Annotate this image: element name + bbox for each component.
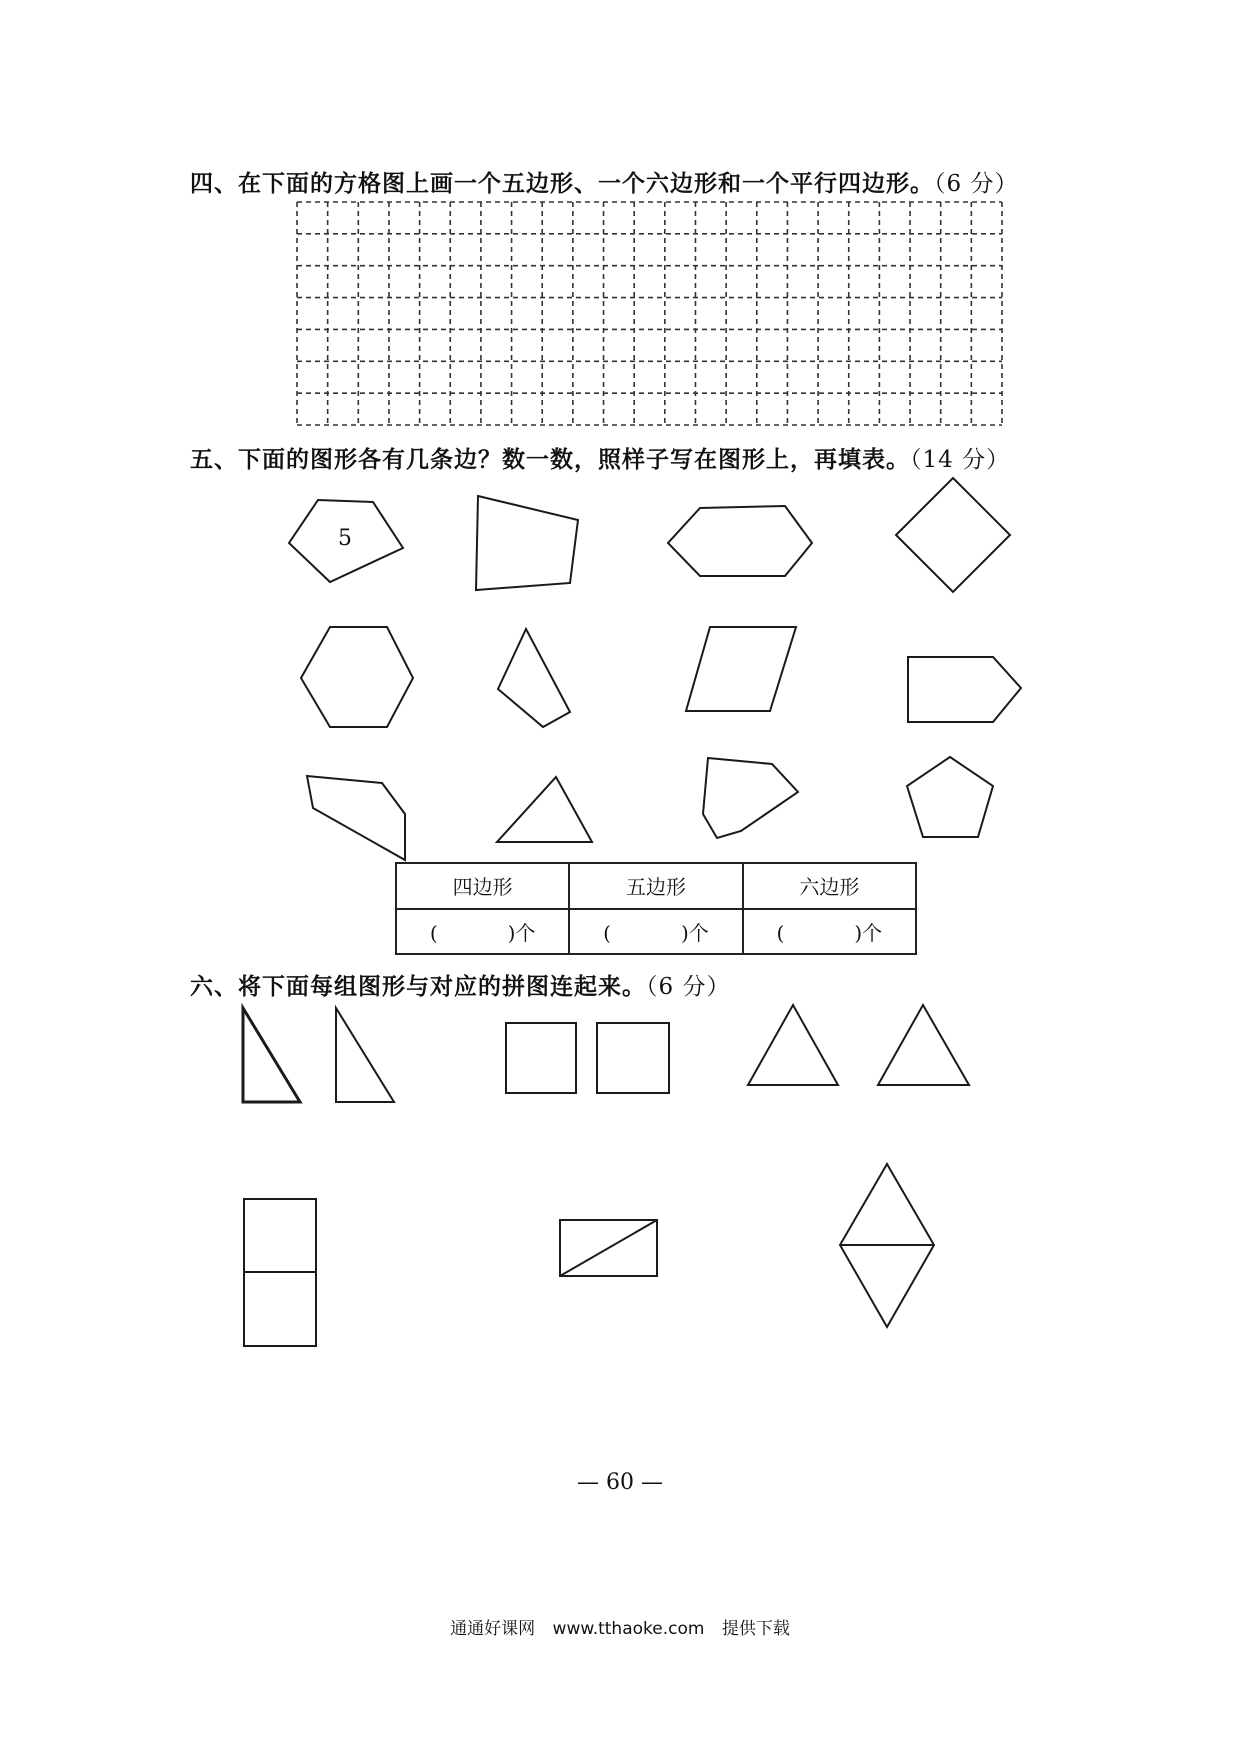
piece-square-1[interactable] bbox=[506, 1023, 576, 1093]
footer-url[interactable]: www.tthaoke.com bbox=[552, 1619, 705, 1639]
piece-right-triangle-1[interactable] bbox=[243, 1008, 300, 1102]
header-quadrilateral: 四边形 bbox=[396, 863, 569, 909]
shape-house-pentagon bbox=[908, 657, 1021, 722]
page-number: — 60 — bbox=[577, 1470, 663, 1495]
section4-title: 四、在下面的方格图上画一个五边形、一个六边形和一个平行四边形。（6 分） bbox=[190, 171, 1019, 197]
table-header-row bbox=[396, 863, 916, 909]
table-answer-row bbox=[396, 909, 916, 955]
shape-regular-pentagon bbox=[907, 757, 993, 837]
answer-cell-quadrilateral[interactable]: ( )个 bbox=[396, 909, 569, 955]
footer-note: 提供下载 bbox=[721, 1619, 790, 1639]
answer-cell-pentagon[interactable]: ( )个 bbox=[569, 909, 742, 955]
shape-triangle bbox=[497, 777, 592, 842]
header-pentagon: 五边形 bbox=[569, 863, 742, 909]
section6-title: 六、将下面每组图形与对应的拼图连起来。（6 分） bbox=[190, 974, 731, 1000]
piece-right-triangle-2[interactable] bbox=[336, 1008, 394, 1102]
footer-site-name: 通通好课网 bbox=[450, 1619, 536, 1639]
example-label: 5 bbox=[338, 526, 352, 551]
shape-hexagon bbox=[301, 627, 413, 727]
shape-kite bbox=[498, 629, 570, 727]
piece-square-2[interactable] bbox=[597, 1023, 669, 1093]
answer-cell-hexagon[interactable]: ( )个 bbox=[743, 909, 916, 955]
puzzle-stacked-squares[interactable] bbox=[244, 1199, 316, 1346]
piece-triangle-2[interactable] bbox=[878, 1005, 969, 1085]
header-hexagon: 六边形 bbox=[743, 863, 916, 909]
footer bbox=[0, 1614, 1240, 1639]
shape-irregular-pentagon bbox=[307, 776, 405, 860]
section5-title: 五、下面的图形各有几条边？数一数，照样子写在图形上，再填表。（14 分） bbox=[190, 447, 1011, 473]
shape-parallelogram bbox=[686, 627, 796, 711]
shape-irregular-hexagon bbox=[703, 758, 798, 838]
shape-rhombus bbox=[896, 478, 1010, 592]
count-table bbox=[395, 862, 917, 955]
shape-trapezoid bbox=[476, 496, 578, 590]
piece-triangle-1[interactable] bbox=[748, 1005, 838, 1085]
puzzle-rectangle-diagonal[interactable] bbox=[560, 1220, 657, 1276]
shape-hexagon-wide bbox=[668, 506, 812, 576]
puzzle-rhombus-triangles[interactable] bbox=[840, 1164, 934, 1327]
